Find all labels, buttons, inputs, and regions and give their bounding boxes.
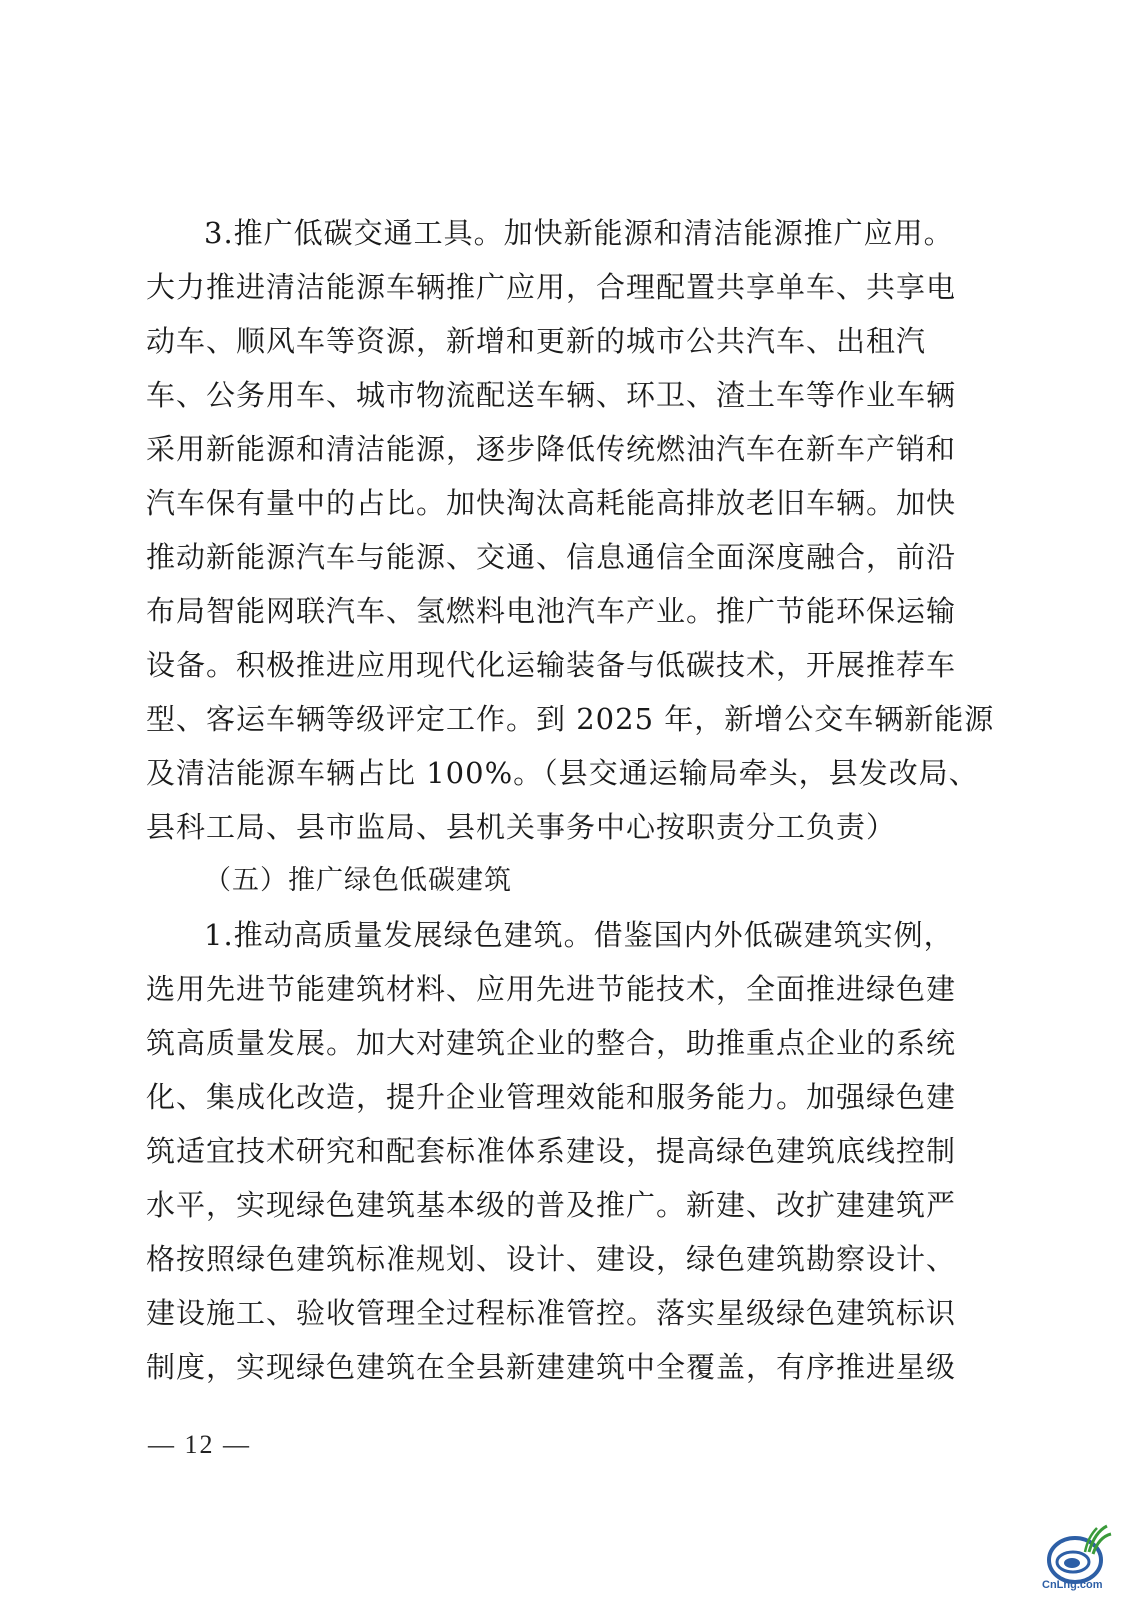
page-number: — 12 — (148, 1430, 251, 1459)
watermark-text: CnLng.com (1042, 1579, 1103, 1591)
text-line: 推动新能源汽车与能源、交通、信息通信全面深度融合，前沿 (146, 540, 957, 574)
text-line: 选用先进节能建筑材料、应用先进节能技术，全面推进绿色建 (146, 972, 957, 1006)
text-line: 制度，实现绿色建筑在全县新建建筑中全覆盖，有序推进星级 (146, 1350, 957, 1384)
text-line: 3.推广低碳交通工具。加快新能源和清洁能源推广应用。 (204, 216, 954, 250)
text-line: 汽车保有量中的占比。加快淘汰高耗能高排放老旧车辆。加快 (146, 486, 957, 520)
document-body (146, 206, 995, 1394)
text-line: 采用新能源和清洁能源，逐步降低传统燃油汽车在新车产销和 (146, 432, 957, 466)
text-line: 设备。积极推进应用现代化运输装备与低碳技术，开展推荐车 (146, 648, 957, 682)
text-line: 建设施工、验收管理全过程标准管控。落实星级绿色建筑标识 (146, 1296, 957, 1330)
section-heading: （五）推广绿色低碳建筑 (204, 865, 512, 896)
text-line: 动车、顺风车等资源，新增和更新的城市公共汽车、出租汽 (146, 324, 927, 358)
text-line: 水平，实现绿色建筑基本级的普及推广。新建、改扩建建筑严 (146, 1188, 957, 1222)
paragraph-green-building (146, 908, 986, 1394)
text-line: 及清洁能源车辆占比 100%。（县交通运输局牵头，县发改局、 (146, 756, 979, 790)
paragraph-low-carbon-transport (146, 206, 995, 854)
text-line: 车、公务用车、城市物流配送车辆、环卫、渣土车等作业车辆 (146, 378, 957, 412)
text-line: 化、集成化改造，提升企业管理效能和服务能力。加强绿色建 (146, 1080, 957, 1114)
text-line: 布局智能网联汽车、氢燃料电池汽车产业。推广节能环保运输 (146, 594, 957, 628)
text-line: 格按照绿色建筑标准规划、设计、建设，绿色建筑勘察设计、 (146, 1242, 957, 1276)
text-line: 型、客运车辆等级评定工作。到 2025 年，新增公交车辆新能源 (146, 702, 995, 736)
text-line: 1.推动高质量发展绿色建筑。借鉴国内外低碳建筑实例， (204, 918, 954, 952)
text-line: 县科工局、县市监局、县机关事务中心按职责分工负责） (146, 810, 897, 844)
text-line: 大力推进清洁能源车辆推广应用，合理配置共享单车、共享电 (146, 270, 957, 304)
text-line: 筑适宜技术研究和配套标准体系建设，提高绿色建筑底线控制 (146, 1134, 957, 1168)
text-line: 筑高质量发展。加大对建筑企业的整合，助推重点企业的系统 (146, 1026, 957, 1060)
